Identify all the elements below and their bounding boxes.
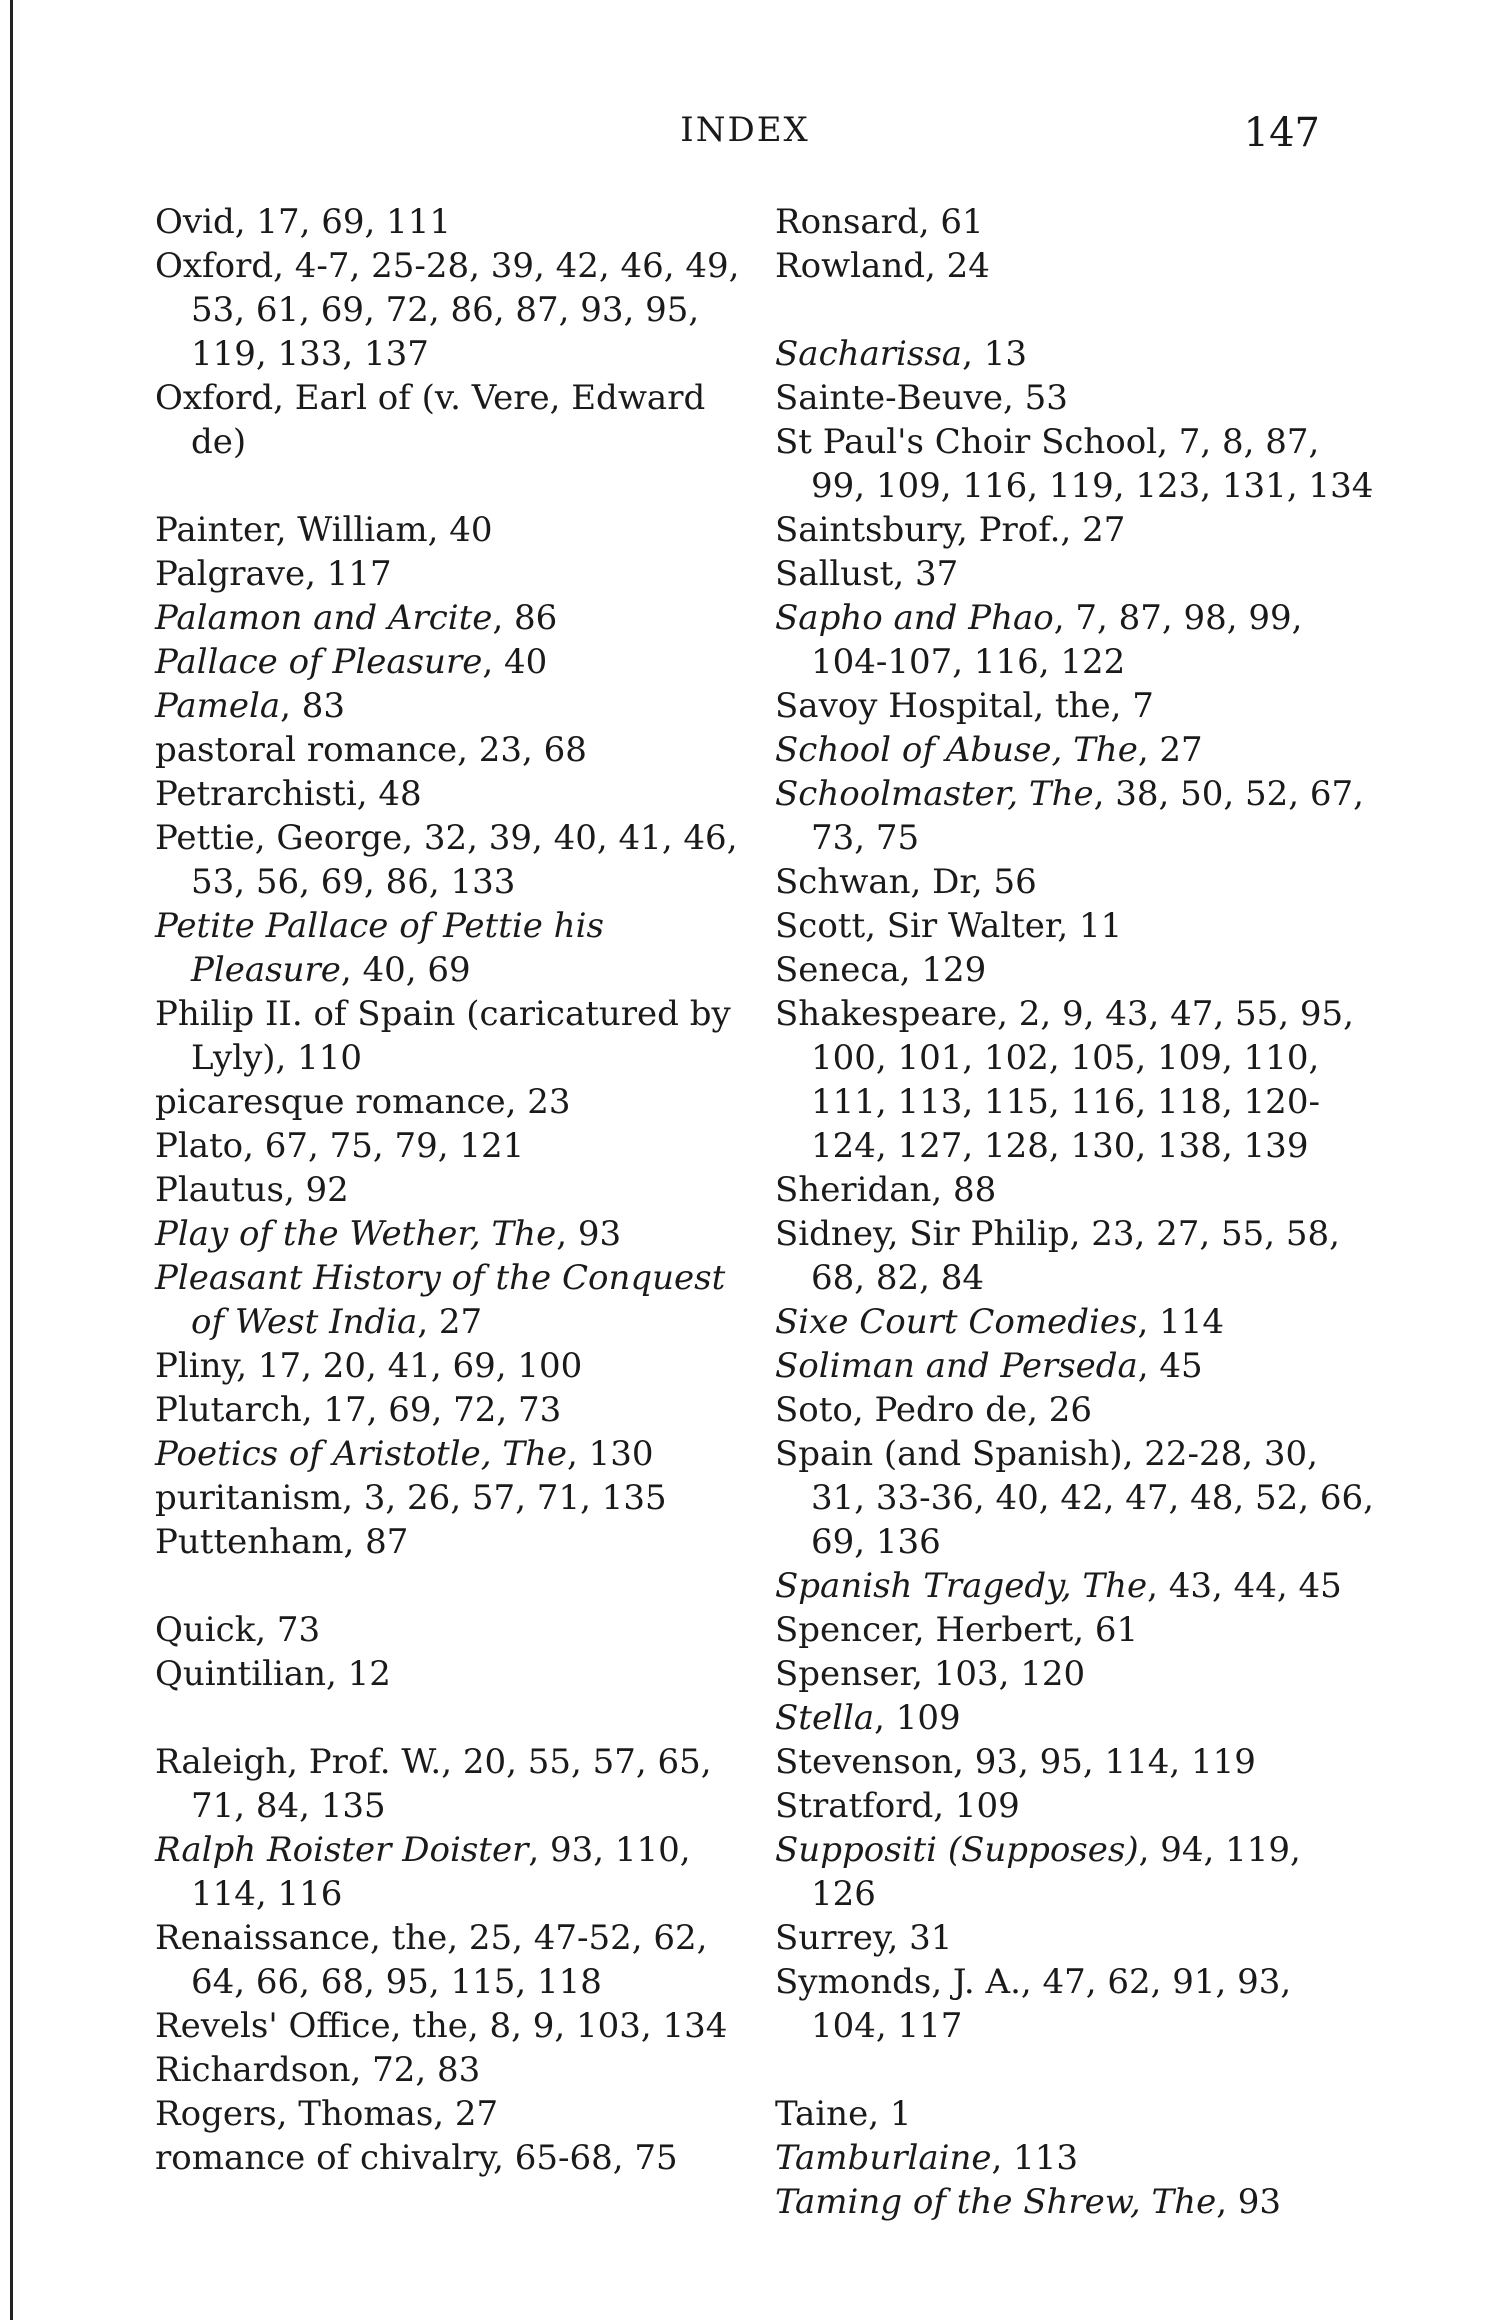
index-term: Pamela [155, 686, 281, 726]
index-term: Schwan, Dr [775, 862, 972, 902]
index-page-refs: , 117 [305, 554, 392, 594]
index-entry [155, 1080, 755, 1124]
index-entry [775, 1784, 1375, 1828]
index-term: Ronsard [775, 202, 919, 242]
index-page-refs: , 7 [1110, 686, 1154, 726]
binding-edge-line [10, 0, 13, 2320]
index-term: Puttenham [155, 1522, 344, 1562]
index-page-refs: , 40 [482, 642, 548, 682]
index-page-refs: , 7, 87, 98, 99, 104-107, 116, 122 [811, 598, 1303, 682]
index-term: Stella [775, 1698, 875, 1738]
index-entry [155, 1608, 755, 1652]
index-entry [775, 1960, 1375, 2048]
index-entry [775, 2092, 1375, 2136]
index-page-refs: , 4-7, 25-28, 39, 42, 46, 49, 53, 61, 69, 72, 86, 87, 93, 95, 119, 133, 137 [191, 246, 740, 374]
index-entry [155, 376, 755, 464]
index-entry [775, 1168, 1375, 1212]
index-term: Taming of the Shrew, The [775, 2182, 1217, 2222]
index-page-refs: , 7, 8, 87, 99, 109, 116, 119, 123, 131, 134 [811, 422, 1374, 506]
index-entry [775, 992, 1375, 1168]
index-page-refs: , 83 [280, 686, 346, 726]
index-term: Saintsbury, Prof. [775, 510, 1061, 550]
index-term: Soto, Pedro de [775, 1390, 1028, 1430]
index-term: Spencer, Herbert [775, 1610, 1074, 1650]
index-entry [775, 1740, 1375, 1784]
index-page-refs: , 48 [356, 774, 422, 814]
index-term: Revels' Office, the [155, 2006, 468, 2046]
index-term: Pallace of Pleasure [155, 642, 483, 682]
index-page-refs: , 113 [991, 2138, 1079, 2178]
index-entry [155, 2136, 755, 2180]
index-page-refs: , 27 [433, 2094, 499, 2134]
section-gap [775, 288, 1375, 332]
index-entry [155, 508, 755, 552]
section-gap [155, 464, 755, 508]
index-page-refs: , 3, 26, 57, 71, 135 [342, 1478, 667, 1518]
index-term: Sacharissa [775, 334, 963, 374]
index-term: Raleigh, Prof. W. [155, 1742, 442, 1782]
index-page-refs: , 23, 27, 55, 58, 68, 82, 84 [811, 1214, 1340, 1298]
index-page-refs: , 67, 75, 79, 121 [243, 1126, 525, 1166]
index-entry [775, 552, 1375, 596]
index-term: Ovid [155, 202, 235, 242]
index-page-refs: , 130 [567, 1434, 654, 1474]
index-term: Poetics of Aristotle, The [155, 1434, 568, 1474]
index-entry [155, 1476, 755, 1520]
index-entry [155, 684, 755, 728]
index-page-refs: , 17, 69, 111 [234, 202, 452, 242]
index-entry [155, 200, 755, 244]
index-entry [155, 1124, 755, 1168]
index-page-refs: , 114 [1137, 1302, 1224, 1342]
index-term: Savoy Hospital, the [775, 686, 1111, 726]
index-entry [155, 596, 755, 640]
index-term: Suppositi (Supposes) [775, 1830, 1139, 1870]
index-page-refs: , 25, 47-52, 62, 64, 66, 68, 95, 115, 118 [191, 1918, 708, 2002]
index-entry [155, 1256, 755, 1344]
page-number: 147 [1243, 110, 1320, 156]
index-term: Seneca [775, 950, 900, 990]
index-page-refs: , 31 [887, 1918, 953, 1958]
index-entry [155, 1652, 755, 1696]
index-entry [775, 1564, 1375, 1608]
index-term: Rogers, Thomas [155, 2094, 434, 2134]
index-page-refs: , 40, 69 [340, 950, 471, 990]
index-page-refs: , 2, 9, 43, 47, 55, 95, 100, 101, 102, 105, 109, 110, 111, 113, 115, 116, 118, 120-124, 127, 128, 130, 138, 139 [811, 994, 1354, 1166]
index-term: Oxford, Earl of [155, 378, 411, 418]
index-entry [775, 2180, 1375, 2224]
index-entry [155, 992, 755, 1080]
index-term: Sapho and Phao [775, 598, 1054, 638]
index-page-refs: , 27 [1137, 730, 1203, 770]
index-page-refs: , 93, 95, 114, 119 [953, 1742, 1256, 1782]
index-entry [775, 332, 1375, 376]
index-page-refs: , 11 [1057, 906, 1123, 946]
index-page-refs: , 12 [326, 1654, 391, 1694]
index-term: Shakespeare [775, 994, 998, 1034]
index-entry [775, 1696, 1375, 1740]
index-entry [775, 200, 1375, 244]
index-page-refs: , 94, 119, 126 [811, 1830, 1301, 1914]
index-term: Oxford [155, 246, 274, 286]
index-column-left [155, 200, 755, 2180]
index-page-refs: , 45 [1137, 1346, 1203, 1386]
index-term: Palamon and Arcite [155, 598, 493, 638]
index-page-refs: , 13 [962, 334, 1027, 374]
index-term: Plato [155, 1126, 244, 1166]
index-term: puritanism [155, 1478, 343, 1518]
index-term: Tamburlaine [775, 2138, 992, 2178]
index-term: Sidney, Sir Philip [775, 1214, 1070, 1254]
index-term: Renaissance, the [155, 1918, 448, 1958]
index-entry [775, 1916, 1375, 1960]
index-entry [775, 1344, 1375, 1388]
index-entry [775, 684, 1375, 728]
index-entry [155, 1740, 755, 1828]
index-term: Sallust [775, 554, 894, 594]
index-term: St Paul's Choir School [775, 422, 1158, 462]
index-page-refs: , 92 [283, 1170, 349, 1210]
index-entry [155, 244, 755, 376]
index-term: Philip II. of Spain [155, 994, 456, 1034]
index-term: Sainte-Beuve [775, 378, 1003, 418]
index-entry [155, 2048, 755, 2092]
index-page-refs: , 93 [556, 1214, 622, 1254]
index-page-refs: , 109 [874, 1698, 961, 1738]
index-entry [155, 1432, 755, 1476]
index-entry [155, 772, 755, 816]
index-entry [775, 420, 1375, 508]
index-entry [155, 816, 755, 904]
index-term: Spenser [775, 1654, 913, 1694]
index-entry [155, 640, 755, 684]
index-column-right [775, 200, 1375, 2224]
index-page-refs: , 72, 83 [350, 2050, 481, 2090]
index-term: Scott, Sir Walter [775, 906, 1058, 946]
index-entry [155, 904, 755, 992]
index-term: Rowland [775, 246, 925, 286]
index-term: pastoral romance [155, 730, 458, 770]
index-term: Quintilian [155, 1654, 326, 1694]
index-entry [775, 904, 1375, 948]
index-term: Sixe Court Comedies [775, 1302, 1138, 1342]
index-entry [155, 1388, 755, 1432]
index-term: picaresque romance [155, 1082, 506, 1122]
index-entry [775, 1388, 1375, 1432]
index-page-refs: , 40 [427, 510, 493, 550]
index-term: Schoolmaster, The [775, 774, 1094, 814]
index-term: Spain (and Spanish) [775, 1434, 1123, 1474]
index-term: Pliny [155, 1346, 237, 1386]
index-page-refs: , 17, 20, 41, 69, 100 [236, 1346, 583, 1386]
index-term: Stratford [775, 1786, 934, 1826]
index-page-refs: , 88 [931, 1170, 997, 1210]
index-page-refs: , 56 [971, 862, 1037, 902]
index-term: Plautus [155, 1170, 284, 1210]
index-entry [155, 1520, 755, 1564]
index-page-refs: , 26 [1027, 1390, 1093, 1430]
index-term: Surrey [775, 1918, 888, 1958]
index-entry [775, 772, 1375, 860]
index-entry [155, 552, 755, 596]
index-page-refs: , 129 [899, 950, 987, 990]
index-entry [775, 1608, 1375, 1652]
index-term: Play of the Wether, The [155, 1214, 557, 1254]
index-page-refs: , 93 [1216, 2182, 1282, 2222]
index-entry [775, 376, 1375, 420]
index-page-refs: , 43, 44, 45 [1147, 1566, 1342, 1606]
index-entry [155, 1212, 755, 1256]
index-term: Richardson [155, 2050, 351, 2090]
index-page-refs: , 37 [893, 554, 959, 594]
section-gap [155, 1564, 755, 1608]
index-term: Taine [775, 2094, 869, 2134]
index-entry [775, 1652, 1375, 1696]
index-page-refs: , 23, 68 [457, 730, 587, 770]
index-term: Pettie, George [155, 818, 403, 858]
index-page-refs: , 86 [492, 598, 558, 638]
index-page-refs: , 73 [255, 1610, 321, 1650]
index-entry [775, 948, 1375, 992]
index-entry [155, 1168, 755, 1212]
index-entry [775, 728, 1375, 772]
index-term: Soliman and Perseda [775, 1346, 1138, 1386]
index-term: Plutarch [155, 1390, 302, 1430]
index-entry [775, 2136, 1375, 2180]
index-page-refs: , 22-28, 30, 31, 33-36, 40, 42, 47, 48, 52, 66, 69, 136 [811, 1434, 1374, 1562]
page-title: INDEX [680, 110, 810, 150]
index-term: Symonds, J. A. [775, 1962, 1021, 2002]
running-head [150, 110, 1340, 170]
index-term: Painter, William [155, 510, 428, 550]
index-term: romance of chivalry [155, 2138, 494, 2178]
index-term: Pleasant History of the Conquest of West India [155, 1258, 726, 1342]
index-page-refs: , 53 [1002, 378, 1068, 418]
index-page-refs: (caricatured by Lyly), 110 [191, 994, 731, 1078]
index-page-refs: , 47, 62, 91, 93, 104, 117 [811, 1962, 1292, 2046]
index-term: Sheridan [775, 1170, 932, 1210]
index-entry [775, 1212, 1375, 1300]
index-page-refs: , 32, 39, 40, 41, 46, 53, 56, 69, 86, 133 [191, 818, 738, 902]
index-entry [155, 728, 755, 772]
index-entry [775, 1300, 1375, 1344]
index-term: Palgrave [155, 554, 306, 594]
index-page-refs: , 24 [924, 246, 990, 286]
index-entry [155, 2004, 755, 2048]
index-page-refs: , 87 [343, 1522, 409, 1562]
index-page-refs: , 20, 55, 57, 65, 71, 84, 135 [191, 1742, 712, 1826]
index-entry [155, 1828, 755, 1916]
index-entry [775, 1828, 1375, 1916]
index-entry [775, 860, 1375, 904]
index-page-refs: , 27 [417, 1302, 483, 1342]
index-entry [155, 1344, 755, 1388]
index-page-refs: , 27 [1060, 510, 1126, 550]
index-term: Petrarchisti [155, 774, 357, 814]
index-entry [775, 596, 1375, 684]
section-gap [775, 2048, 1375, 2092]
index-term: Quick [155, 1610, 256, 1650]
index-page-refs: , 65-68, 75 [493, 2138, 678, 2178]
index-entry [775, 1432, 1375, 1564]
index-term: Ralph Roister Doister [155, 1830, 529, 1870]
index-entry [155, 1916, 755, 2004]
index-page-refs: , 23 [505, 1082, 571, 1122]
index-page-refs: , 38, 50, 52, 67, 73, 75 [811, 774, 1364, 858]
index-page-refs: (v. Vere, Edward de) [191, 378, 706, 462]
index-term: School of Abuse, The [775, 730, 1138, 770]
index-page-refs: , 103, 120 [912, 1654, 1086, 1694]
index-page-refs: , 61 [1073, 1610, 1139, 1650]
index-page-refs: , 1 [868, 2094, 912, 2134]
index-entry [155, 2092, 755, 2136]
index-entry [775, 244, 1375, 288]
index-page-refs: , 17, 69, 72, 73 [301, 1390, 562, 1430]
index-term: Spanish Tragedy, The [775, 1566, 1148, 1606]
section-gap [155, 1696, 755, 1740]
index-page-refs: , 61 [918, 202, 984, 242]
index-entry [775, 508, 1375, 552]
index-term: Petite Pallace of Pettie his Pleasure [155, 906, 604, 990]
index-term: Stevenson [775, 1742, 954, 1782]
index-page-refs: , 93, 110, 114, 116 [191, 1830, 691, 1914]
index-page-refs: , 109 [933, 1786, 1020, 1826]
index-page-refs: , 8, 9, 103, 134 [467, 2006, 728, 2046]
